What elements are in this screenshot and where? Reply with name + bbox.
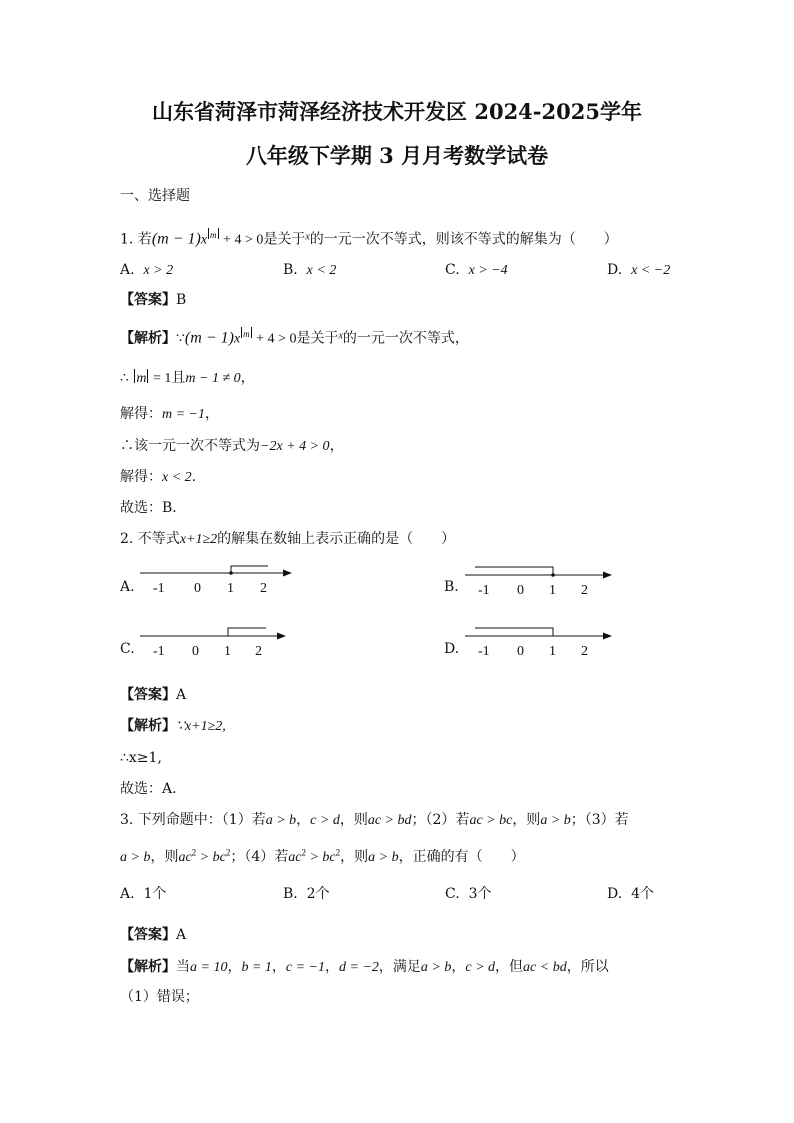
- q3-option-a: A. 1个: [120, 886, 167, 902]
- q2-option-d-letter: D.: [444, 641, 460, 657]
- q3-analysis-line-1: 【解析】当a = 10，b = 1，c = −1，d = −2，满足a > b，c > d，但ac < bd，所以: [120, 959, 609, 975]
- q3-analysis-line-2: （1）错误；: [120, 989, 199, 1005]
- q1-stem: 1. 若(m − 1)x $^m$ + 4 > 0是关于$^x$的一元一次不等式，则该不等式的解集为（ ）: [120, 230, 618, 248]
- q1-analysis-line-1: 【解析】∵(m − 1)x $^m$ + 4 > 0是关于$^x$的一元一次不等式，: [120, 329, 469, 347]
- section-heading: 一、选择题: [120, 188, 190, 204]
- q2-option-c-letter: C.: [120, 641, 135, 657]
- title-line-1: 山东省菏泽市菏泽经济技术开发区 2024-2025学年: [152, 99, 642, 124]
- q1-analysis-line-4: ∴该一元一次不等式为−2x + 4 > 0，: [120, 438, 344, 454]
- tick-label-1: 1: [227, 581, 234, 596]
- q3-option-b: B. 2个: [283, 886, 330, 902]
- q3-option-c: C. 3个: [445, 886, 492, 902]
- tick-label-2: 2: [255, 644, 262, 659]
- q2-option-a-letter: A.: [120, 579, 135, 595]
- q3-stem-line-1: 3. 下列命题中：（1）若a > b，c > d，则ac > bd；（2）若ac > bc，则a > b；（3）若: [120, 812, 629, 828]
- tick-label-1: 1: [549, 644, 556, 659]
- tick-label-0: 0: [194, 581, 201, 596]
- q1-option-b: B. x < 2: [283, 262, 337, 278]
- q3-stem-line-2: a > b，则$ac^2 > bc^2$；（4）若$ac^2 > bc^2$，则a > b，正确的有（ ）: [120, 847, 525, 865]
- q2-number-line-a: [140, 560, 300, 600]
- q2-analysis-line-1: 【解析】∵x+1≥2,: [120, 718, 226, 734]
- tick-label-neg1: -1: [153, 581, 165, 596]
- tick-label-2: 2: [581, 583, 588, 598]
- q3-answer: 【答案】A: [120, 927, 187, 943]
- tick-label-0: 0: [517, 644, 524, 659]
- tick-label-2: 2: [260, 581, 267, 596]
- tick-label-1: 1: [549, 583, 556, 598]
- q2-analysis-line-3: 故选：A．: [120, 781, 187, 797]
- q1-option-a: A. x > 2: [120, 262, 174, 278]
- tick-label-neg1: -1: [153, 644, 165, 659]
- q3-option-d: D. 4个: [607, 886, 655, 902]
- title-line-2: 八年级下学期 3 月月考数学试卷: [245, 143, 549, 168]
- q1-option-d: D. x < −2: [607, 262, 671, 278]
- tick-label-0: 0: [517, 583, 524, 598]
- tick-label-neg1: -1: [478, 644, 490, 659]
- q2-stem: 2. 不等式x+1≥2的解集在数轴上表示正确的是（ ）: [120, 531, 456, 547]
- q2-analysis-line-2: ∴x≥1,: [120, 750, 162, 766]
- q2-option-b-letter: B.: [444, 579, 459, 595]
- q1-analysis-line-6: 故选：B．: [120, 500, 187, 516]
- tick-label-0: 0: [192, 644, 199, 659]
- q2-number-line-c: [140, 623, 295, 663]
- q2-answer: 【答案】A: [120, 687, 187, 703]
- q1-analysis-line-5: 解得：x < 2.: [120, 469, 197, 485]
- tick-label-2: 2: [581, 644, 588, 659]
- q1-analysis-line-3: 解得：m = −1，: [120, 406, 220, 422]
- q1-answer: 【答案】B: [120, 292, 187, 308]
- q1-option-c: C. x > −4: [445, 262, 508, 278]
- q2-number-line-b: [465, 562, 620, 602]
- tick-label-neg1: -1: [478, 583, 490, 598]
- tick-label-1: 1: [224, 644, 231, 659]
- q1-analysis-line-2: ∴ m = 1且m − 1 ≠ 0，: [120, 370, 255, 386]
- q2-number-line-d: [465, 623, 620, 663]
